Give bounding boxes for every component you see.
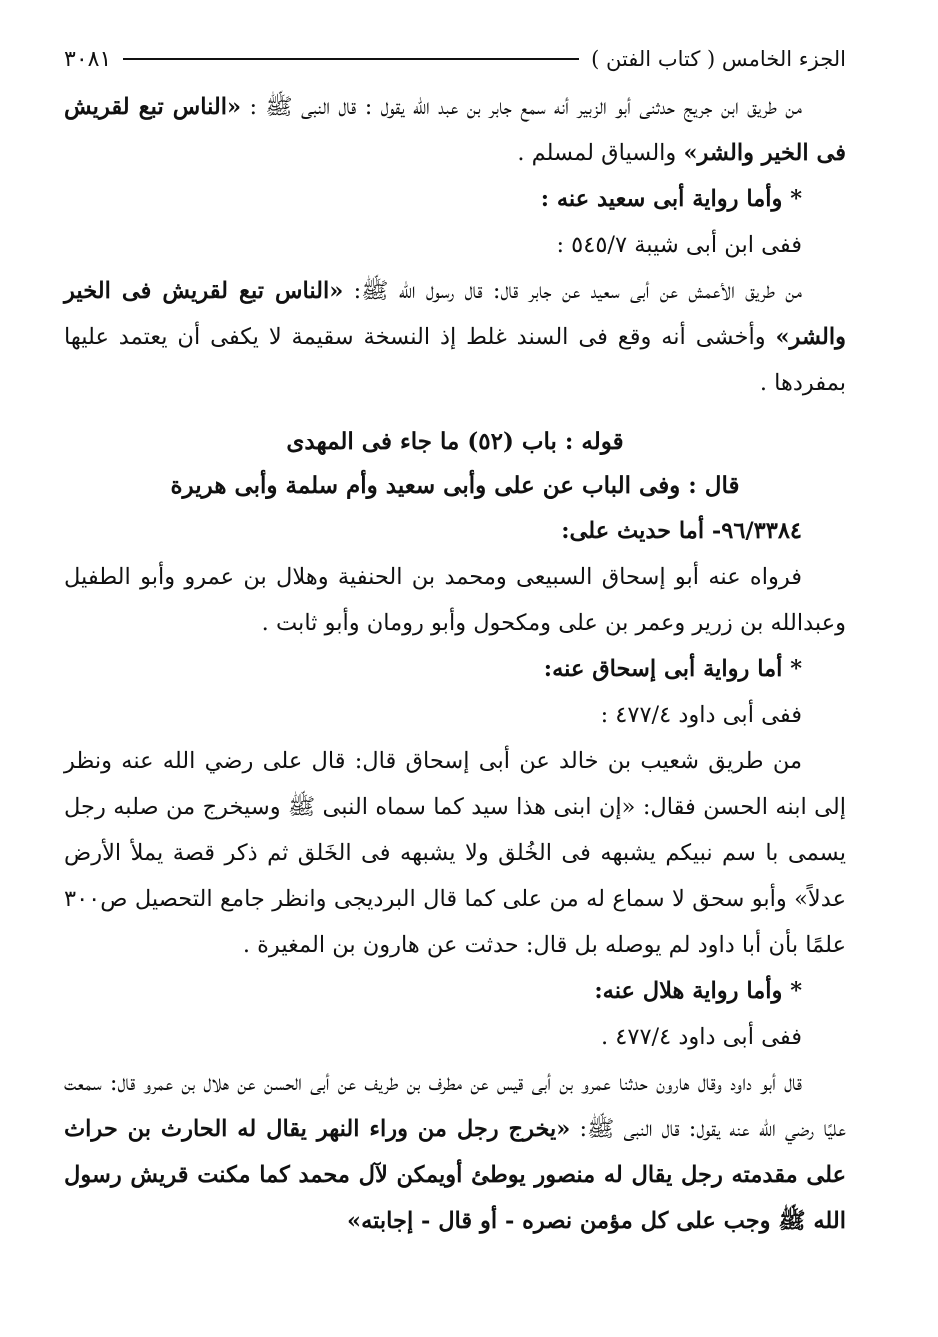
text-span: من طريق ابن جريج حدثنى أبو الزبير أنه سمع جابر بن عبد الله يقول : قال النبى ﷺ : [241, 94, 802, 120]
paragraph [64, 1060, 846, 1244]
text-span: ففى أبى داود ٤٧٧/٤ . [600, 1024, 802, 1050]
subheading: * أما رواية أبى إسحاق عنه: [543, 656, 802, 682]
subheading: ٩٦/٣٣٨٤- أما حديث على: [561, 518, 802, 544]
subheading: * وأما رواية هلال عنه: [594, 978, 802, 1004]
text-span: قال أبو داود وقال هارون حدثنا عمرو بن أبى قيس عن مطرف بن طريف عن أبى الحسن عن هلال بن عمرو قال: سمعت عليًا رضي الله عنه يقول: قال النبى ﷺ: [64, 1070, 846, 1142]
hadith-quote: «الناس تبع لقريش فى الخير والشر» [64, 94, 846, 166]
paragraph [64, 692, 846, 738]
text-span: من طريق الأعمش عن أبى سعيد عن جابر قال: قال رسول الله ﷺ: [343, 278, 802, 304]
text-span: فرواه عنه أبو إسحاق السبيعى ومحمد بن الحنفية وهلال بن عمرو وأبو الطفيل وعبدالله بن زرير وعمر بن على ومكحول وأبو رومان وأبو ثابت . [64, 564, 846, 636]
paragraph [64, 268, 846, 406]
text-span: من طريق شعيب بن خالد عن أبى إسحاق قال: قال على رضي الله عنه ونظر إلى ابنه الحسن فقال: «إن ابنى هذا سيد كما سماه النبى ﷺ وسيخرج من صلبه رجل يسمى با سم نبيكم يشبهه فى الخُلق ولا يشبهه فى الخَلق ثم ذكر قصة يملأ الأرض عدلاً» وأبو سحق لا سماع له من على كما قال البرديجى وانظر جامع التحصيل ص٣٠٠ علمًا بأن أبا داود لم يوصله بل قال: حدثت عن هارون بن المغيرة . [64, 748, 846, 958]
paragraph [64, 222, 846, 268]
header-rule [123, 58, 579, 60]
section-gap [64, 406, 846, 420]
paragraph [64, 738, 846, 968]
text-span: وأخشى أنه وقع فى السند غلط إذ النسخة سقيمة لا يكفى أن يعتمد عليها بمفردها . [64, 324, 846, 396]
hadith-quote: «الناس تبع لقريش فى الخير والشر» [64, 278, 846, 350]
text-span: ففى ابن أبى شيبة ٥٤٥/٧ : [556, 232, 802, 258]
header-part-title: الجزء الخامس ( كتاب الفتن ) [591, 47, 846, 71]
text-span: والسياق لمسلم . [517, 140, 684, 166]
paragraph [64, 554, 846, 646]
hadith-quote: «يخرج رجل من وراء النهر يقال له الحارث بن حراث على مقدمته رجل يقال له منصور يوطئ أويمكن لآل محمد كما مكنت قريش رسول الله ﷺ وجب على كل مؤمن نصره - أو قال - إجابته» [64, 1116, 846, 1234]
text-span: ففى أبى داود ٤٧٧/٤ : [600, 702, 802, 728]
running-header [64, 40, 846, 78]
page-number: ٣٠٨١ [64, 46, 112, 72]
section-heading: قوله : باب (٥٢) ما جاء فى المهدى [286, 428, 624, 455]
paragraph [64, 84, 846, 176]
page-body [64, 84, 846, 1244]
section-heading: قال : وفى الباب عن على وأبى سعيد وأم سلمة وأبى هريرة [170, 472, 740, 499]
subheading: * وأما رواية أبى سعيد عنه : [540, 186, 802, 212]
paragraph [64, 1014, 846, 1060]
